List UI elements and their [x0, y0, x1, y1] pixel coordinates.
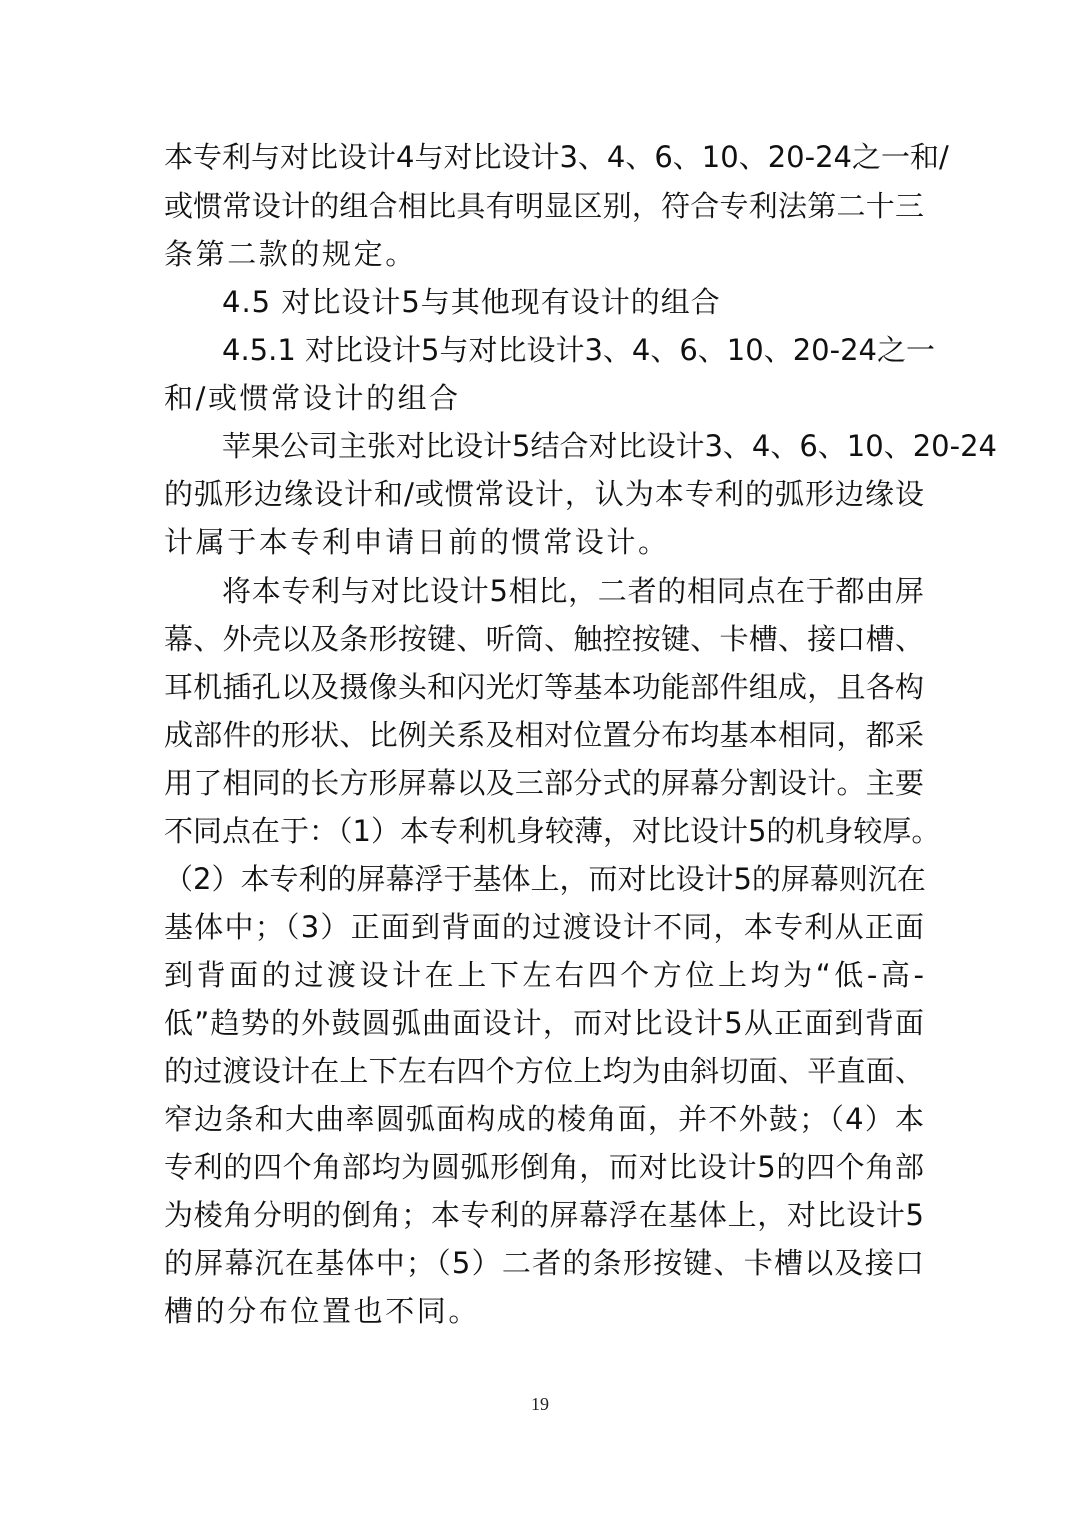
paragraph-2-line-3: 耳机插孔以及摄像头和闪光灯等基本功能部件组成，且各构 — [164, 670, 924, 704]
paragraph-2-line-15: 的屏幕沉在基体中；（5）二者的条形按键、卡槽以及接口 — [164, 1246, 924, 1280]
text-line-2: 或惯常设计的组合相比具有明显区别，符合专利法第二十三 — [164, 189, 924, 223]
paragraph-2-line-4: 成部件的形状、比例关系及相对位置分布均基本相同，都采 — [164, 718, 924, 752]
subsection-heading-continuation: 和/或惯常设计的组合 — [164, 381, 461, 415]
paragraph-1-line-2: 的弧形边缘设计和/或惯常设计，认为本专利的弧形边缘设 — [164, 477, 924, 511]
text-line-1: 本专利与对比设计4与对比设计3、4、6、10、20-24之一和/ — [164, 140, 949, 174]
page-number: 19 — [531, 1394, 549, 1414]
text-line-3: 条第二款的规定。 — [164, 237, 417, 271]
paragraph-1-line-1: 苹果公司主张对比设计5结合对比设计3、4、6、10、20-24 — [222, 429, 997, 463]
paragraph-2-line-11: 的过渡设计在上下左右四个方位上均为由斜切面、平直面、 — [164, 1054, 924, 1088]
section-heading-4-5: 4.5 对比设计5与其他现有设计的组合 — [222, 285, 721, 319]
paragraph-2-line-13: 专利的四个角部均为圆弧形倒角，而对比设计5的四个角部 — [164, 1150, 924, 1184]
subsection-heading-4-5-1: 4.5.1 对比设计5与对比设计3、4、6、10、20-24之一 — [222, 333, 935, 367]
paragraph-2-line-10: 低”趋势的外鼓圆弧曲面设计，而对比设计5从正面到背面 — [164, 1006, 924, 1040]
paragraph-2-line-12: 窄边条和大曲率圆弧面构成的棱角面，并不外鼓；（4）本 — [164, 1102, 924, 1136]
paragraph-2-line-8: 基体中；（3）正面到背面的过渡设计不同，本专利从正面 — [164, 910, 924, 944]
paragraph-2-line-6: 不同点在于：（1）本专利机身较薄，对比设计5的机身较厚。 — [164, 814, 941, 848]
paragraph-2-line-5: 用了相同的长方形屏幕以及三部分式的屏幕分割设计。主要 — [164, 766, 924, 800]
paragraph-2-line-1: 将本专利与对比设计5相比，二者的相同点在于都由屏 — [222, 574, 924, 608]
paragraph-2-line-14: 为棱角分明的倒角；本专利的屏幕浮在基体上，对比设计5 — [164, 1198, 924, 1232]
paragraph-1-line-3: 计属于本专利申请日前的惯常设计。 — [164, 525, 670, 559]
paragraph-2-line-7: （2）本专利的屏幕浮于基体上，而对比设计5的屏幕则沉在 — [164, 862, 926, 896]
paragraph-2-line-2: 幕、外壳以及条形按键、听筒、触控按键、卡槽、接口槽、 — [164, 622, 924, 656]
paragraph-2-line-16: 槽的分布位置也不同。 — [164, 1294, 481, 1328]
paragraph-2-line-9: 到背面的过渡设计在上下左右四个方位上均为“低-高- — [164, 958, 924, 992]
